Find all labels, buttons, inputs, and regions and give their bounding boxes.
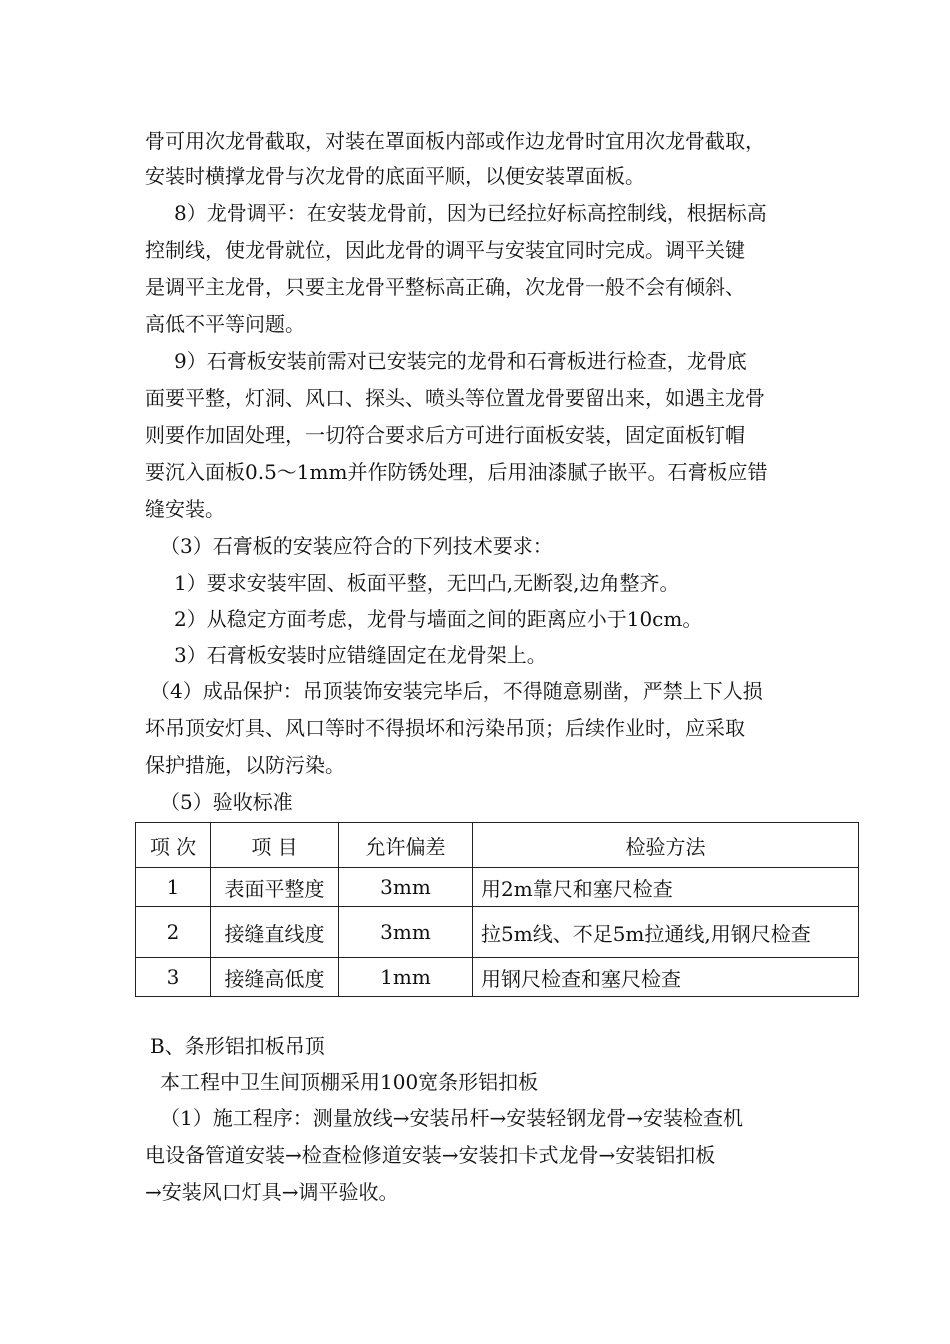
paragraph-line: 2）从稳定方面考虑，龙骨与墙面之间的距离应小于10cm。 xyxy=(174,607,703,631)
cell-tolerance: 3mm xyxy=(339,907,473,958)
paragraph-line: 缝安装。 xyxy=(145,497,225,521)
cell-item: 接缝高低度 xyxy=(211,958,339,997)
cell-item: 表面平整度 xyxy=(211,868,339,907)
cell-method: 拉5m线、不足5m拉通线,用钢尺检查 xyxy=(473,907,859,958)
table-row xyxy=(136,958,859,997)
header-item: 项 目 xyxy=(211,823,339,868)
paragraph-line: 保护措施，以防污染。 xyxy=(145,753,345,777)
paragraph-line: 骨可用次龙骨截取，对装在罩面板内部或作边龙骨时宜用次龙骨截取， xyxy=(145,129,765,153)
paragraph-line: 要沉入面板0.5～1mm并作防锈处理，后用油漆腻子嵌平。石膏板应错 xyxy=(145,460,768,484)
acceptance-standard-table xyxy=(135,822,859,997)
paragraph-line: 是调平主龙骨，只要主龙骨平整标高正确，次龙骨一般不会有倾斜、 xyxy=(145,275,745,299)
paragraph-line: 高低不平等问题。 xyxy=(145,312,305,336)
table-row xyxy=(136,868,859,907)
section-b-title: B、条形铝扣板吊顶 xyxy=(150,1034,325,1058)
paragraph-line: 控制线，使龙骨就位，因此龙骨的调平与安装宜同时完成。调平关键 xyxy=(145,238,745,262)
table-row xyxy=(136,907,859,958)
cell-method: 用钢尺检查和塞尺检查 xyxy=(473,958,859,997)
paragraph-line: 则要作加固处理，一切符合要求后方可进行面板安装，固定面板钉帽 xyxy=(145,423,745,447)
header-item-no: 项 次 xyxy=(136,823,211,868)
paragraph-line: 3）石膏板安装时应错缝固定在龙骨架上。 xyxy=(174,643,547,667)
cell-item-no: 1 xyxy=(136,868,211,907)
paragraph-line: 面要平整，灯洞、风口、探头、喷头等位置龙骨要留出来，如遇主龙骨 xyxy=(145,386,765,410)
procedure-line: →安装风口灯具→调平验收。 xyxy=(145,1180,399,1204)
cell-tolerance: 1mm xyxy=(339,958,473,997)
table-caption: （5）验收标准 xyxy=(160,790,293,814)
cell-item-no: 3 xyxy=(136,958,211,997)
procedure-line: （1）施工程序：测量放线→安装吊杆→安装轻钢龙骨→安装检查机 xyxy=(160,1106,743,1130)
paragraph-line: （3）石膏板的安装应符合的下列技术要求： xyxy=(160,534,553,558)
header-method: 检验方法 xyxy=(473,823,859,868)
cell-item-no: 2 xyxy=(136,907,211,958)
paragraph-line: 坏吊顶安灯具、风口等时不得损坏和污染吊顶；后续作业时，应采取 xyxy=(145,716,745,740)
paragraph-line: （4）成品保护：吊顶装饰安装完毕后，不得随意剔凿，严禁上下人损 xyxy=(150,679,763,703)
section-b-intro: 本工程中卫生间顶棚采用100宽条形铝扣板 xyxy=(160,1070,539,1094)
cell-tolerance: 3mm xyxy=(339,868,473,907)
procedure-line: 电设备管道安装→检查检修道安装→安装扣卡式龙骨→安装铝扣板 xyxy=(145,1143,716,1167)
paragraph-line: 安装时横撑龙骨与次龙骨的底面平顺，以便安装罩面板。 xyxy=(145,164,645,188)
header-tolerance: 允许偏差 xyxy=(339,823,473,868)
cell-method: 用2m靠尺和塞尺检查 xyxy=(473,868,859,907)
cell-item: 接缝直线度 xyxy=(211,907,339,958)
table-header-row xyxy=(136,823,859,868)
paragraph-line: 8）龙骨调平：在安装龙骨前，因为已经拉好标高控制线，根据标高 xyxy=(174,201,767,225)
paragraph-line: 9）石膏板安装前需对已安装完的龙骨和石膏板进行检查，龙骨底 xyxy=(174,349,747,373)
paragraph-line: 1）要求安装牢固、板面平整，无凹凸,无断裂,边角整齐。 xyxy=(174,571,680,595)
